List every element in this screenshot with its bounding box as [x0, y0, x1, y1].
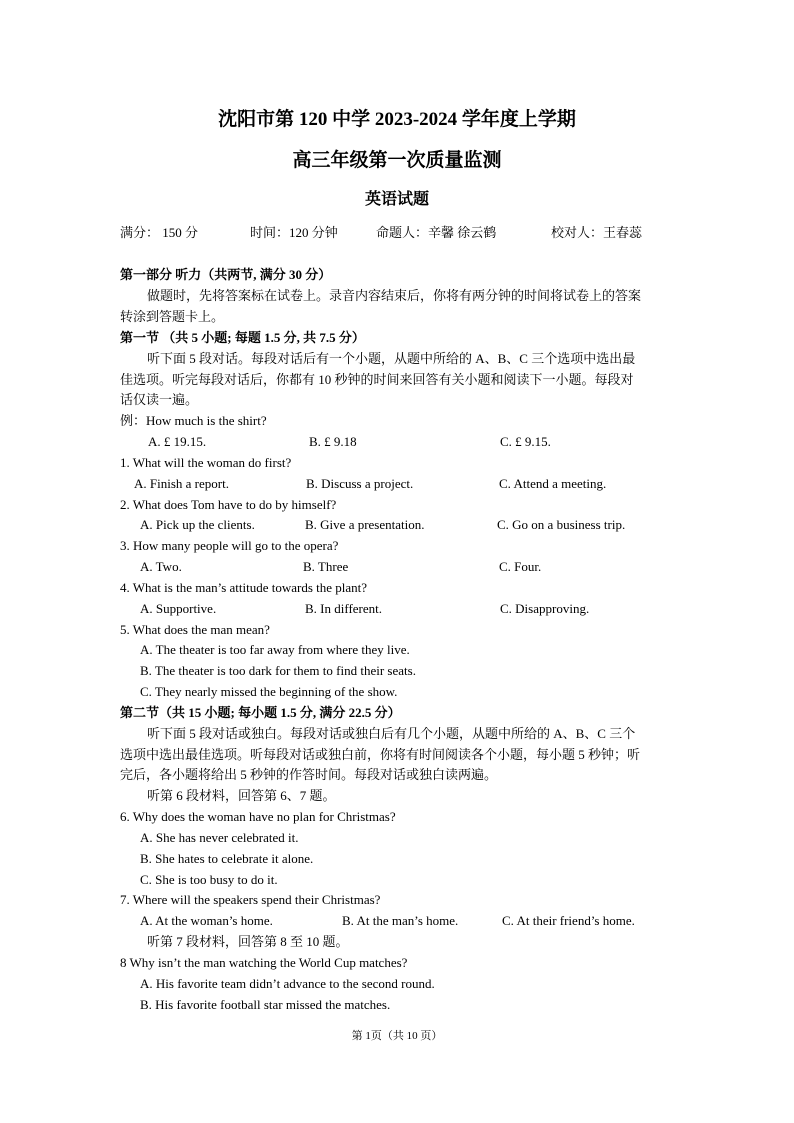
q6-option-b: B. She hates to celebrate it alone.	[140, 851, 314, 866]
q1-option-c: C. Attend a meeting.	[499, 476, 607, 491]
example-option-b: B. £ 9.18	[309, 434, 357, 449]
q6-option-a: A. She has never celebrated it.	[140, 830, 299, 845]
q7-option-c: C. At their friend’s home.	[502, 913, 635, 928]
question-8: 8 Why isn’t the man watching the World Cup matches?	[120, 955, 408, 970]
question-3: 3. How many people will go to the opera?	[120, 538, 339, 553]
exam-time: 时间：120 分钟	[250, 225, 338, 240]
section2-heading: 第二节（共 15 小题; 每小题 1.5 分, 满分 22.5 分）	[120, 705, 401, 720]
section1-instruction: 佳选项。听完每段对话后，你都有 10 秒钟的时间来回答有关小题和阅读下一小题。每段对	[120, 372, 634, 387]
example-option-c: C. £ 9.15.	[500, 434, 551, 449]
proofreader: 校对人：王春蕊	[551, 225, 643, 240]
full-score: 满分： 150 分	[120, 225, 199, 240]
q1-option-b: B. Discuss a project.	[306, 476, 414, 491]
question-7: 7. Where will the speakers spend their Christmas?	[120, 892, 381, 907]
question-authors: 命题人：辛馨 徐云鹤	[376, 225, 497, 240]
q4-option-c: C. Disapproving.	[500, 601, 590, 616]
q2-option-b: B. Give a presentation.	[305, 517, 425, 532]
section1-instruction: 听下面 5 段对话。每段对话后有一个小题，从题中所给的 A、B、C 三个选项中选出最	[147, 351, 636, 366]
section2-instruction: 听下面 5 段对话或独白。每段对话或独白后有几个小题，从题中所给的 A、B、C 三个	[147, 726, 636, 741]
material-note: 听第 7 段材料，回答第 8 至 10 题。	[147, 934, 349, 949]
question-4: 4. What is the man’s attitude towards the plant?	[120, 580, 368, 595]
q4-option-a: A. Supportive.	[140, 601, 217, 616]
q7-option-a: A. At the woman’s home.	[140, 913, 273, 928]
exam-title: 沈阳市第 120 中学 2023-2024 学年度上学期	[218, 109, 576, 130]
example-option-a: A. £ 19.15.	[148, 434, 207, 449]
part1-instruction: 做题时，先将答案标在试卷上。录音内容结束后，你将有两分钟的时间将试卷上的答案	[147, 288, 642, 303]
page-number: 第 1页（共 10 页）	[351, 1030, 443, 1042]
q1-option-a: A. Finish a report.	[134, 476, 229, 491]
q2-option-a: A. Pick up the clients.	[140, 517, 255, 532]
q2-option-c: C. Go on a business trip.	[497, 517, 626, 532]
q3-option-b: B. Three	[303, 559, 349, 574]
q8-option-a: A. His favorite team didn’t advance to the second round.	[140, 976, 435, 991]
question-5: 5. What does the man mean?	[120, 622, 270, 637]
q4-option-b: B. In different.	[305, 601, 383, 616]
section2-instruction: 完后，各小题将给出 5 秒钟的作答时间。每段对话或独白读两遍。	[120, 767, 498, 782]
exam-subtitle: 高三年级第一次质量监测	[292, 150, 502, 171]
q3-option-c: C. Four.	[499, 559, 542, 574]
section1-heading: 第一节 （共 5 小题; 每题 1.5 分, 共 7.5 分）	[120, 330, 365, 345]
material-note: 听第 6 段材料，回答第 6、7 题。	[147, 788, 336, 803]
q5-option-b: B. The theater is too dark for them to find their seats.	[140, 663, 416, 678]
section1-instruction: 话仅读一遍。	[120, 392, 199, 407]
q5-option-c: C. They nearly missed the beginning of the show.	[140, 684, 398, 699]
question-6: 6. Why does the woman have no plan for Christmas?	[120, 809, 396, 824]
question-2: 2. What does Tom have to do by himself?	[120, 497, 337, 512]
q3-option-a: A. Two.	[140, 559, 182, 574]
part1-instruction: 转涂到答题卡上。	[120, 309, 225, 324]
q6-option-c: C. She is too busy to do it.	[140, 872, 278, 887]
part1-heading: 第一部分 听力（共两节, 满分 30 分）	[120, 267, 332, 282]
question-1: 1. What will the woman do first?	[120, 455, 292, 470]
section2-instruction: 选项中选出最佳选项。听每段对话或独白前，你将有时间阅读各个小题，每小题 5 秒钟；听	[120, 747, 641, 762]
example-question: 例：How much is the shirt?	[120, 413, 267, 428]
q8-option-b: B. His favorite football star missed the matches.	[140, 997, 391, 1012]
q5-option-a: A. The theater is too far away from where they live.	[140, 642, 410, 657]
q7-option-b: B. At the man’s home.	[342, 913, 459, 928]
subject-title: 英语试题	[364, 191, 429, 208]
